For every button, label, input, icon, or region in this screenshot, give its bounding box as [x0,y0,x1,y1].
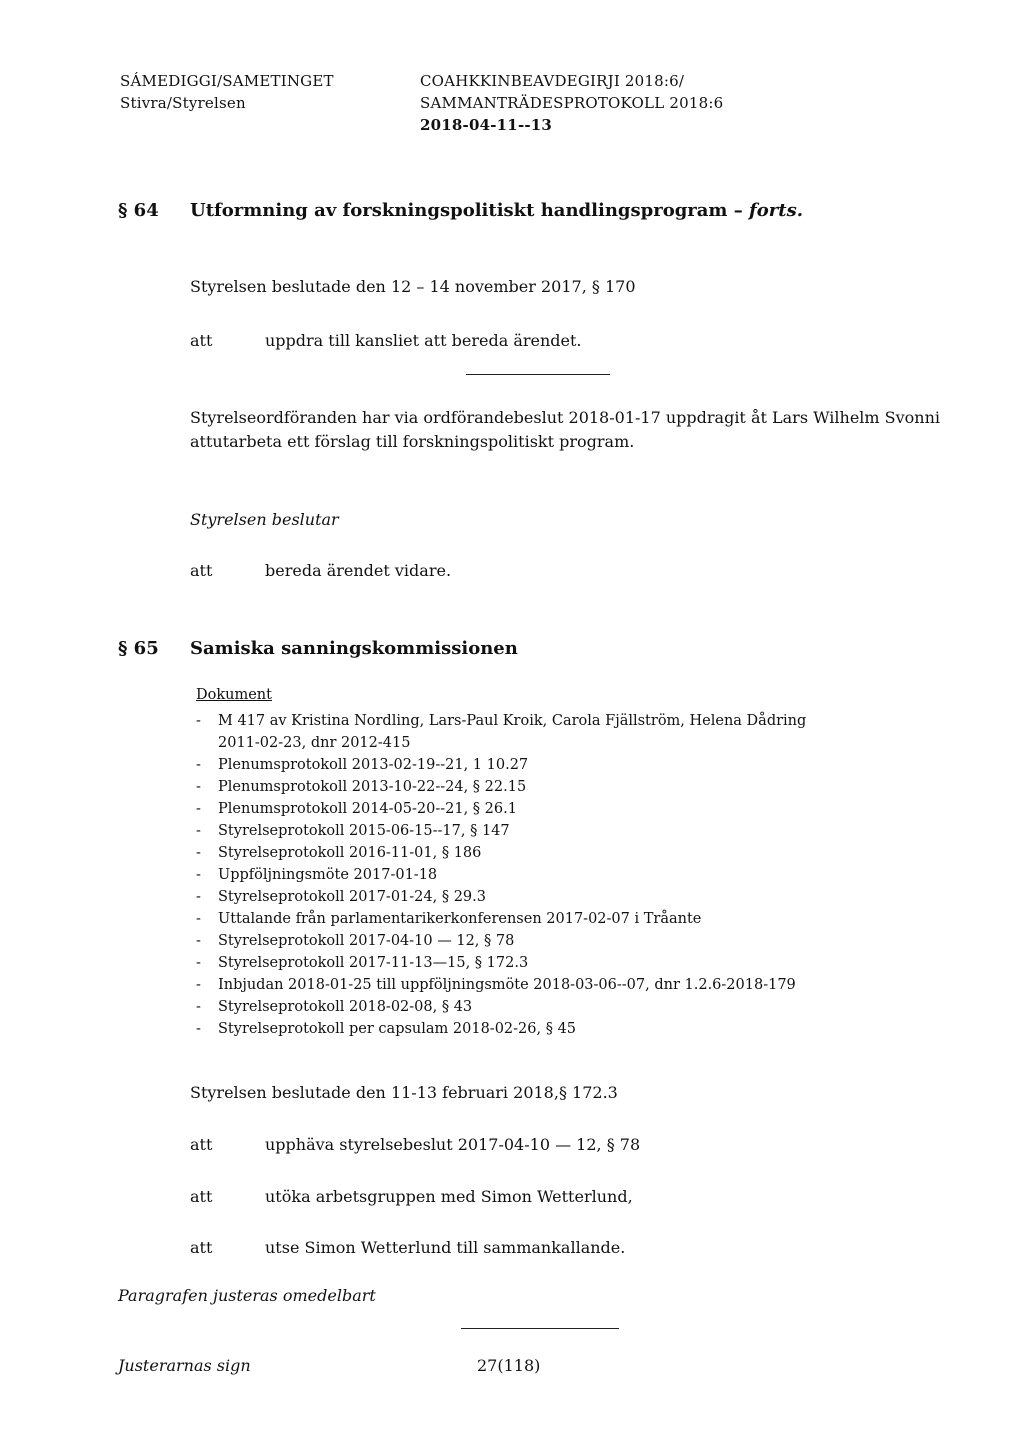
document-item [196,864,806,886]
document-text: Styrelseprotokoll per capsulam 2018-02-26, § 45 [218,1021,577,1037]
list-dash: - [196,801,201,817]
document-item [196,930,806,952]
document-item [196,776,806,798]
list-dash: - [196,977,201,993]
document-text: Styrelseprotokoll 2016-11-01, § 186 [218,845,482,861]
document-text: Styrelseprotokoll 2017-11-13—15, § 172.3 [218,955,529,971]
document-text: Inbjudan 2018-01-25 till uppföljningsmöte 2018-03-06--07, dnr 1.2.6-2018-179 [218,977,796,993]
document-text: Plenumsprotokoll 2014-05-20--21, § 26.1 [218,801,517,817]
document-text: Styrelseprotokoll 2017-04-10 — 12, § 78 [218,933,515,949]
section-64-title-text: Utformning av forskningspolitiskt handlingsprogram – [190,200,743,221]
document-item [196,842,806,864]
header-protocol-line2: SAMMANTRÄDESPROTOKOLL 2018:6 [420,94,724,112]
document-text: Plenumsprotokoll 2013-10-22--24, § 22.15 [218,779,527,795]
document-text: Styrelseprotokoll 2018-02-08, § 43 [218,999,473,1015]
section-64-beslut-item: bereda ärendet vidare. [265,561,452,580]
divider-rule-1 [466,374,610,375]
list-dash: - [196,845,201,861]
header-date: 2018-04-11--13 [420,116,553,134]
document-item [196,820,806,842]
section-65-number: § 65 [118,638,159,659]
section-65-att-label-1: att [190,1135,213,1154]
header-protocol-line1: COAHKKINBEAVDEGIRJI 2018:6/ [420,72,685,90]
list-dash: - [196,1021,201,1037]
list-dash: - [196,757,201,773]
list-dash: - [196,713,201,729]
document-text: Styrelseprotokoll 2017-01-24, § 29.3 [218,889,486,905]
document-item [196,1018,806,1040]
page-number: 27(118) [477,1356,541,1375]
document-text: Styrelseprotokoll 2015-06-15--17, § 147 [218,823,510,839]
section-65-decision-ref: Styrelsen beslutade den 11-13 februari 2018,§ 172.3 [190,1083,618,1102]
signature-rule [461,1328,619,1329]
header-org-line2: Stivra/Styrelsen [120,94,246,112]
document-item [196,886,806,908]
document-item [196,754,806,776]
document-text-line2: 2011-02-23, dnr 2012-415 [218,735,411,751]
section-64-number: § 64 [118,200,159,221]
section-65-att-label-3: att [190,1238,213,1257]
document-item [196,974,806,996]
list-dash: - [196,933,201,949]
list-dash: - [196,955,201,971]
document-item [196,996,806,1018]
section-64-beslutar-heading: Styrelsen beslutar [190,510,339,529]
document-text: Uttalande från parlamentarikerkonferensen 2017-02-07 i Tråante [218,911,702,927]
header-org-line1: SÁMEDIGGI/SAMETINGET [120,72,334,90]
list-dash: - [196,889,201,905]
document-item [196,908,806,930]
section-65-title: Samiska sanningskommissionen [190,638,518,659]
document-text: Plenumsprotokoll 2013-02-19--21, 1 10.27 [218,757,529,773]
section-65-decision-2: utöka arbetsgruppen med Simon Wetterlund, [265,1187,633,1206]
documents-heading: Dokument [196,687,272,703]
section-64-paragraph-line1: Styrelseordföranden har via ordförandebeslut 2018-01-17 uppdragit åt Lars Wilhelm Svonni [190,408,941,427]
document-text: M 417 av Kristina Nordling, Lars-Paul Kroik, Carola Fjällström, Helena Dådring [218,713,807,729]
section-64-beslut-att-label: att [190,561,213,580]
document-item [196,798,806,820]
list-dash: - [196,911,201,927]
list-dash: - [196,823,201,839]
section-64-decision-item: uppdra till kansliet att bereda ärendet. [265,331,582,350]
documents-list [196,710,806,1040]
section-64-decision-ref: Styrelsen beslutade den 12 – 14 november 2017, § 170 [190,277,636,296]
document-item [196,710,806,754]
section-64-title-suffix: forts. [749,200,803,221]
justerarnas-sign-label: Justerarnas sign [118,1356,251,1375]
section-64-paragraph-line2: attutarbeta ett förslag till forskningspolitiskt program. [190,432,635,451]
document-item [196,952,806,974]
document-text: Uppföljningsmöte 2017-01-18 [218,867,438,883]
section-65-att-label-2: att [190,1187,213,1206]
section-65-decision-3: utse Simon Wetterlund till sammankallande. [265,1238,626,1257]
section-64-title [190,200,803,221]
list-dash: - [196,999,201,1015]
list-dash: - [196,867,201,883]
section-65-decision-1: upphäva styrelsebeslut 2017-04-10 — 12, § 78 [265,1135,641,1154]
list-dash: - [196,779,201,795]
paragraf-justeras-note: Paragrafen justeras omedelbart [118,1286,376,1305]
section-64-att-label: att [190,331,213,350]
